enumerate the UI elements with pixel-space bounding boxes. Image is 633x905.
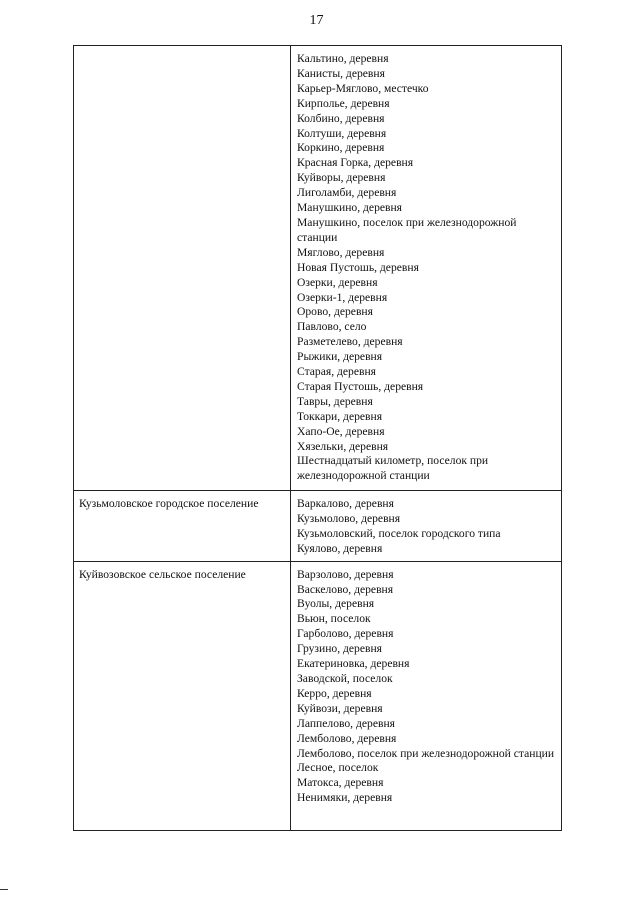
settlement-item: Старая, деревня: [297, 365, 377, 379]
settlement-item: Карьер-Мяглово, местечко: [297, 81, 429, 95]
settlement-item: Канисты, деревня: [297, 66, 385, 80]
settlement-list: [297, 497, 557, 557]
district-cell: [74, 46, 291, 491]
settlement-item: Лемболово, поселок при железнодорожной станции: [297, 746, 555, 760]
table-row: [74, 491, 562, 562]
settlement-item: Тавры, деревня: [297, 394, 373, 408]
settlement-item: Орово, деревня: [297, 305, 373, 319]
settlement-item: Кирполье, деревня: [297, 96, 390, 110]
settlement-item: Варкалово, деревня: [297, 497, 394, 510]
settlement-list: [297, 52, 557, 484]
page-number: 17: [309, 13, 324, 28]
settlement-item: Старая Пустошь, деревня: [297, 379, 424, 393]
settlement-item: Павлово, село: [297, 320, 367, 334]
settlement-item: Куйвози, деревня: [297, 701, 383, 715]
settlements-cell: [291, 491, 562, 562]
settlement-item: Кальтино, деревня: [297, 52, 389, 65]
district-cell: [74, 561, 291, 830]
settlement-item: Васкелово, деревня: [297, 582, 394, 596]
settlement-item: Лесное, поселок: [297, 761, 379, 775]
settlement-item: Вуолы, деревня: [297, 597, 375, 611]
settlement-item: Разметелево, деревня: [297, 335, 403, 349]
settlement-item: Керро, деревня: [297, 686, 372, 700]
settlement-item: Грузино, деревня: [297, 642, 382, 656]
settlement-item: Лиголамби, деревня: [297, 186, 397, 200]
settlement-item: Заводской, поселок: [297, 671, 393, 685]
settlement-item: Вьюн, поселок: [297, 612, 371, 626]
settlement-item: Гарболово, деревня: [297, 627, 394, 641]
settlement-item: Манушкино, поселок при железнодорожной станции: [297, 215, 517, 244]
settlement-item: Ненимяки, деревня: [297, 791, 393, 805]
settlement-item: Шестнадцатый километр, поселок при железнодорожной станции: [297, 454, 489, 483]
settlement-item: Колтуши, деревня: [297, 126, 387, 140]
settlement-item: Екатериновка, деревня: [297, 657, 410, 671]
settlements-cell: [291, 46, 562, 491]
settlement-item: Варзолово, деревня: [297, 567, 394, 581]
settlements-cell: [291, 561, 562, 830]
settlement-item: Кузьмолово, деревня: [297, 511, 401, 525]
settlement-item: Лемболово, деревня: [297, 731, 397, 745]
settlement-item: Озерки, деревня: [297, 275, 378, 289]
district-name: Куйвозовское сельское поселение: [79, 567, 246, 581]
settlement-item: Хязельки, деревня: [297, 439, 389, 453]
settlement-item: Красная Горка, деревня: [297, 156, 414, 170]
settlement-item: Хапо-Ое, деревня: [297, 424, 385, 438]
table-row: [74, 46, 562, 491]
settlement-list: [297, 568, 557, 807]
settlement-item: Колбино, деревня: [297, 111, 385, 125]
table-row: [74, 561, 562, 830]
settlements-table: [73, 45, 562, 831]
district-name: Кузьмоловское городское поселение: [79, 497, 259, 510]
settlement-item: Новая Пустошь, деревня: [297, 260, 419, 274]
settlement-item: Рыжики, деревня: [297, 350, 383, 364]
district-cell: [74, 491, 291, 562]
settlement-item: Коркино, деревня: [297, 141, 385, 155]
settlement-item: Мяглово, деревня: [297, 245, 385, 259]
settlement-item: Лаппелово, деревня: [297, 716, 395, 730]
settlement-item: Куялово, деревня: [297, 541, 383, 555]
settlement-item: Манушкино, деревня: [297, 201, 403, 215]
margin-mark: [0, 889, 8, 890]
settlement-item: Озерки-1, деревня: [297, 290, 388, 304]
settlement-item: Куйворы, деревня: [297, 171, 386, 185]
settlement-item: Матокса, деревня: [297, 776, 384, 790]
settlement-item: Токкари, деревня: [297, 409, 383, 423]
settlement-item: Кузьмоловский, поселок городского типа: [297, 526, 501, 540]
